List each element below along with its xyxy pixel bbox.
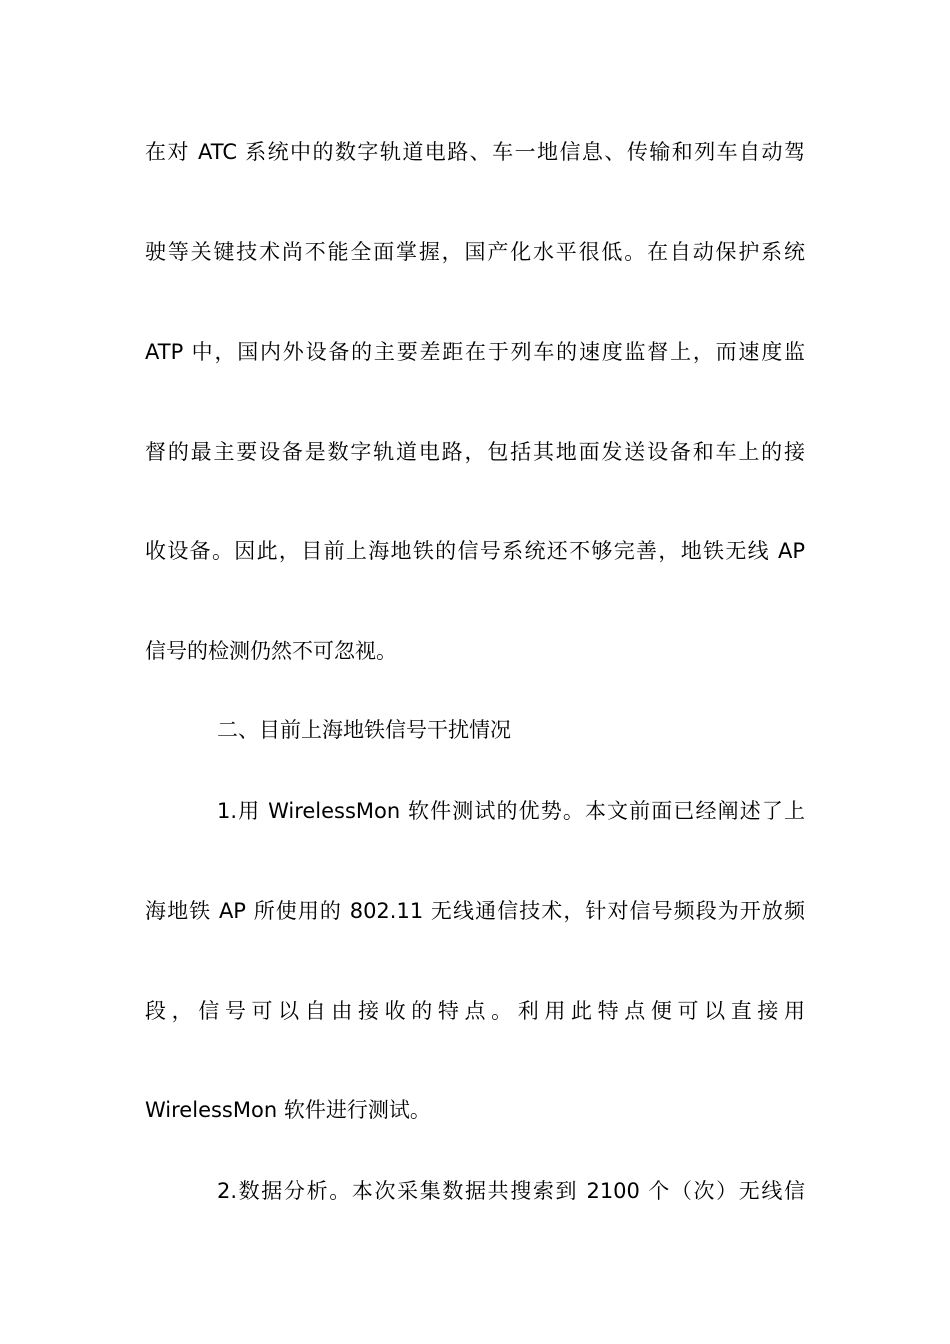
text-line: 海地铁 AP 所使用的 802.11 无线通信技术，针对信号频段为开放频 [145, 899, 805, 923]
text-line: 驶等关键技术尚不能全面掌握，国产化水平很低。在自动保护系统 [145, 240, 805, 264]
text-line: 2.数据分析。本次采集数据共搜索到 2100 个（次）无线信 [217, 1179, 805, 1203]
text-line: 督的最主要设备是数字轨道电路，包括其地面发送设备和车上的接 [145, 440, 805, 464]
text-line: 1.用 WirelessMon 软件测试的优势。本文前面已经阐述了上 [217, 799, 805, 823]
section-heading: 二、目前上海地铁信号干扰情况 [217, 718, 511, 742]
text-line: ATP 中，国内外设备的主要差距在于列车的速度监督上，而速度监 [145, 340, 805, 364]
text-line: 信号的检测仍然不可忽视。 [145, 639, 397, 663]
text-line: 段，信号可以自由接收的特点。利用此特点便可以直接用 [145, 999, 805, 1023]
text-line: 收设备。因此，目前上海地铁的信号系统还不够完善，地铁无线 AP [145, 539, 805, 563]
text-line: 在对 ATC 系统中的数字轨道电路、车一地信息、传输和列车自动驾 [145, 140, 805, 164]
text-line: WirelessMon 软件进行测试。 [145, 1098, 431, 1122]
